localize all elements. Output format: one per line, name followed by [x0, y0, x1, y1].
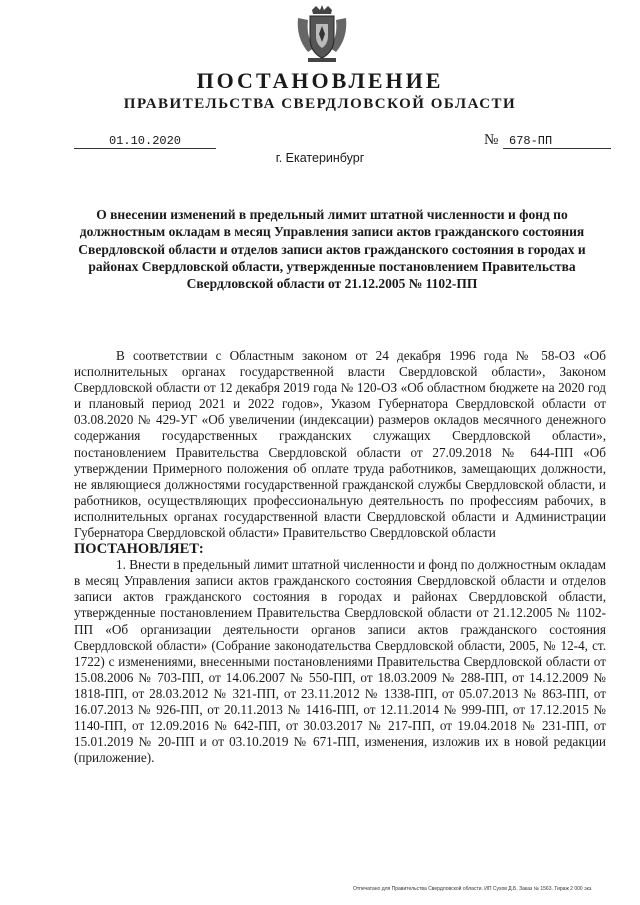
document-city: г. Екатеринбург — [275, 151, 365, 165]
document-title: О внесении изменений в предельный лимит штатной численности и фонд по должностным окладам в месяц Управления записи актов гражданского состояния Свердловской области и отделов записи актов гражданского состояния в городах и районах Свердловской области, утвержденные постановлением Правительства Свердловской области от 21.12.2005 № 1102-ПП — [78, 207, 586, 292]
resolve-heading: ПОСТАНОВЛЯЕТ: — [74, 541, 204, 558]
document-issuer: ПРАВИТЕЛЬСТВА СВЕРДЛОВСКОЙ ОБЛАСТИ — [123, 96, 517, 112]
document-body — [74, 348, 606, 766]
document-number: 678-ПП — [503, 134, 611, 149]
print-footer: Отпечатано для Правительства Свердловской области. ИП Сухов Д.Б. Заказ № 1563. Тираж 2 000 экз. — [353, 886, 593, 892]
document-date: 01.10.2020 — [74, 134, 216, 149]
coat-of-arms-emblem — [294, 4, 350, 64]
item-1-paragraph: 1. Внести в предельный лимит штатной численности и фонд по должностным окладам в месяц Управления записи актов гражданского состояния Свердловской области и отделов записи актов гражданского состояния в городах и районах Свердловской области, утвержденные постановлением Правительства Свердловской области от 21.12.2005 № 1102-ПП «Об организации деятельности органов записи актов гражданского состояния Свердловской области» (Собрание законодательства Свердловской области, 2005, № 12-4, ст. 1722) с изменениями, внесенными постановлениями Правительства Свердловской области от 15.08.2006 № 703-ПП, от 14.06.2007 № 550-ПП, от 18.03.2009 № 288-ПП, от 14.12.2009 № 1818-ПП, от 28.03.2012 № 321-ПП, от 23.11.2012 № 1338-ПП, от 05.07.2013 № 863-ПП, от 16.07.2013 № 926-ПП, от 20.11.2013 № 1416-ПП, от 12.11.2014 № 999-ПП, от 17.12.2015 № 1140-ПП, от 12.09.2016 № 642-ПП, от 30.03.2017 № 217-ПП, от 19.04.2018 № 231-ПП, от 15.01.2019 № 20-ПП и от 03.10.2019 № 671-ПП, изменения, изложив их в новой редакции (приложение). — [74, 557, 606, 766]
preamble-paragraph: В соответствии с Областным законом от 24 декабря 1996 года № 58-ОЗ «Об исполнительных органах государственной власти Свердловской области», Законом Свердловской области от 12 декабря 2019 года № 120-ОЗ «Об областном бюджете на 2020 год и плановый период 2021 и 2022 годов», Указом Губернатора Свердловской области от 03.08.2020 № 429-УГ «Об увеличении (индексации) размеров окладов месячного денежного содержания государственных гражданских служащих Свердловской области», постановлением Правительства Свердловской области от 27.09.2018 № 644-ПП «Об утверждении Примерного положения об оплате труда работников, замещающих должности, не являющиеся должностями государственной гражданской службы Свердловской области, и работников, осуществляющих профессиональную деятельность по профессиям рабочих, в исполнительных органах государственной власти Свердловской области и Администрации Губернатора Свердловской области» Правительство Свердловской области — [74, 348, 606, 541]
number-sign: № — [484, 132, 499, 148]
document-type: ПОСТАНОВЛЕНИЕ — [196, 68, 444, 93]
